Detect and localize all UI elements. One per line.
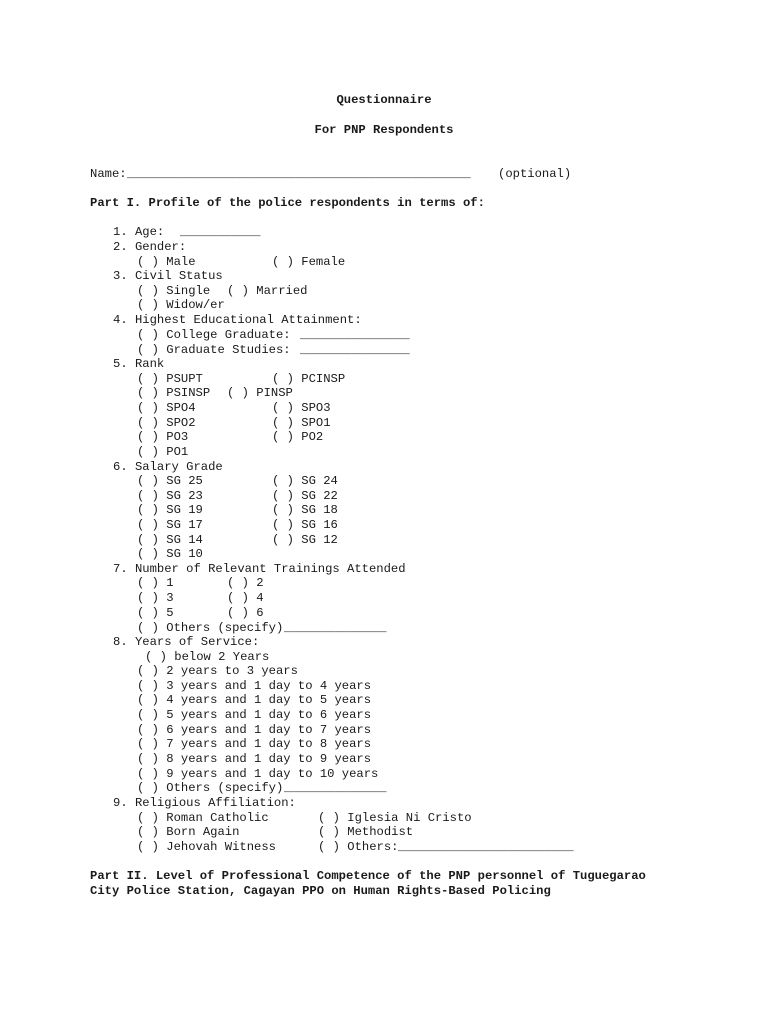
q5-option[interactable]: ( ) PO2	[272, 430, 324, 444]
q8-option[interactable]: ( ) 5 years and 1 day to 6 years	[137, 708, 372, 722]
q8-option[interactable]: ( ) 8 years and 1 day to 9 years	[137, 752, 372, 766]
q8-option[interactable]: ( ) 9 years and 1 day to 10 years	[137, 767, 379, 781]
q6-option[interactable]: ( ) SG 12	[272, 533, 338, 547]
q5-option[interactable]: ( ) SPO1	[272, 416, 331, 430]
q9-option-others[interactable]: ( ) Others:	[318, 840, 399, 854]
q9-others-blank[interactable]: ________________________	[398, 840, 574, 854]
q8-years-of-service-label: 8. Years of Service:	[113, 635, 260, 649]
q6-salary-grade-label: 6. Salary Grade	[113, 460, 223, 474]
q4-option-college[interactable]: ( ) College Graduate:	[137, 328, 291, 342]
q6-option[interactable]: ( ) SG 16	[272, 518, 338, 532]
q8-option-others[interactable]: ( ) Others (specify)	[137, 781, 284, 795]
q6-option[interactable]: ( ) SG 18	[272, 503, 338, 517]
q6-option[interactable]: ( ) SG 17	[137, 518, 203, 532]
q8-option[interactable]: ( ) 4 years and 1 day to 5 years	[137, 693, 372, 707]
q4-option-graduate[interactable]: ( ) Graduate Studies:	[137, 343, 291, 357]
q8-option[interactable]: ( ) below 2 Years	[145, 650, 270, 664]
page-subtitle: For PNP Respondents	[314, 123, 454, 137]
q7-option-others[interactable]: ( ) Others (specify)	[137, 621, 284, 635]
q9-option[interactable]: ( ) Roman Catholic	[137, 811, 269, 825]
q4-graduate-blank[interactable]: _______________	[300, 343, 410, 357]
q5-option[interactable]: ( ) PSINSP	[137, 386, 211, 400]
q3-option-married[interactable]: ( ) Married	[227, 284, 308, 298]
q5-option[interactable]: ( ) SPO2	[137, 416, 196, 430]
q7-option[interactable]: ( ) 6	[227, 606, 264, 620]
q9-option[interactable]: ( ) Jehovah Witness	[137, 840, 276, 854]
name-field-blank[interactable]: _______________________________________________	[127, 167, 471, 181]
q1-age-blank[interactable]: ___________	[180, 225, 261, 239]
q3-option-widower[interactable]: ( ) Widow/er	[137, 298, 225, 312]
q6-option[interactable]: ( ) SG 25	[137, 474, 203, 488]
q6-option[interactable]: ( ) SG 23	[137, 489, 203, 503]
q6-option[interactable]: ( ) SG 10	[137, 547, 203, 561]
q8-option[interactable]: ( ) 2 years to 3 years	[137, 664, 298, 678]
q8-option[interactable]: ( ) 6 years and 1 day to 7 years	[137, 723, 372, 737]
q5-rank-label: 5. Rank	[113, 357, 165, 371]
q5-option[interactable]: ( ) PCINSP	[272, 372, 346, 386]
q7-option[interactable]: ( ) 3	[137, 591, 174, 605]
q2-option-female[interactable]: ( ) Female	[272, 255, 346, 269]
q9-option[interactable]: ( ) Methodist	[318, 825, 414, 839]
q3-option-single[interactable]: ( ) Single	[137, 284, 211, 298]
part1-heading: Part I. Profile of the police respondents in terms of:	[90, 196, 485, 210]
q5-option[interactable]: ( ) PINSP	[227, 386, 293, 400]
q7-others-blank[interactable]: ______________	[284, 621, 387, 635]
q9-religion-label: 9. Religious Affiliation:	[113, 796, 296, 810]
q7-option[interactable]: ( ) 2	[227, 576, 264, 590]
q5-option[interactable]: ( ) SPO3	[272, 401, 331, 415]
q6-option[interactable]: ( ) SG 14	[137, 533, 203, 547]
q8-option[interactable]: ( ) 3 years and 1 day to 4 years	[137, 679, 372, 693]
q2-gender-label: 2. Gender:	[113, 240, 187, 254]
part2-heading-line2: City Police Station, Cagayan PPO on Human Rights-Based Policing	[90, 884, 551, 898]
q1-age-label: 1. Age:	[113, 225, 165, 239]
q6-option[interactable]: ( ) SG 19	[137, 503, 203, 517]
page-title: Questionnaire	[336, 93, 432, 107]
q5-option[interactable]: ( ) SPO4	[137, 401, 196, 415]
q7-trainings-label: 7. Number of Relevant Trainings Attended	[113, 562, 406, 576]
q8-option[interactable]: ( ) 7 years and 1 day to 8 years	[137, 737, 372, 751]
part2-heading-line1: Part II. Level of Professional Competence of the PNP personnel of Tuguegarao	[90, 869, 646, 883]
q5-option[interactable]: ( ) PO1	[137, 445, 189, 459]
q9-option[interactable]: ( ) Iglesia Ni Cristo	[318, 811, 472, 825]
q7-option[interactable]: ( ) 4	[227, 591, 264, 605]
q9-option[interactable]: ( ) Born Again	[137, 825, 240, 839]
q7-option[interactable]: ( ) 1	[137, 576, 174, 590]
q8-others-blank[interactable]: ______________	[284, 781, 387, 795]
q4-education-label: 4. Highest Educational Attainment:	[113, 313, 362, 327]
name-label: Name:	[90, 167, 127, 181]
q5-option[interactable]: ( ) PO3	[137, 430, 189, 444]
q7-option[interactable]: ( ) 5	[137, 606, 174, 620]
q6-option[interactable]: ( ) SG 22	[272, 489, 338, 503]
q3-civil-status-label: 3. Civil Status	[113, 269, 223, 283]
q4-college-blank[interactable]: _______________	[300, 328, 410, 342]
q2-option-male[interactable]: ( ) Male	[137, 255, 196, 269]
q6-option[interactable]: ( ) SG 24	[272, 474, 338, 488]
name-optional-note: (optional)	[498, 167, 572, 181]
q5-option[interactable]: ( ) PSUPT	[137, 372, 203, 386]
